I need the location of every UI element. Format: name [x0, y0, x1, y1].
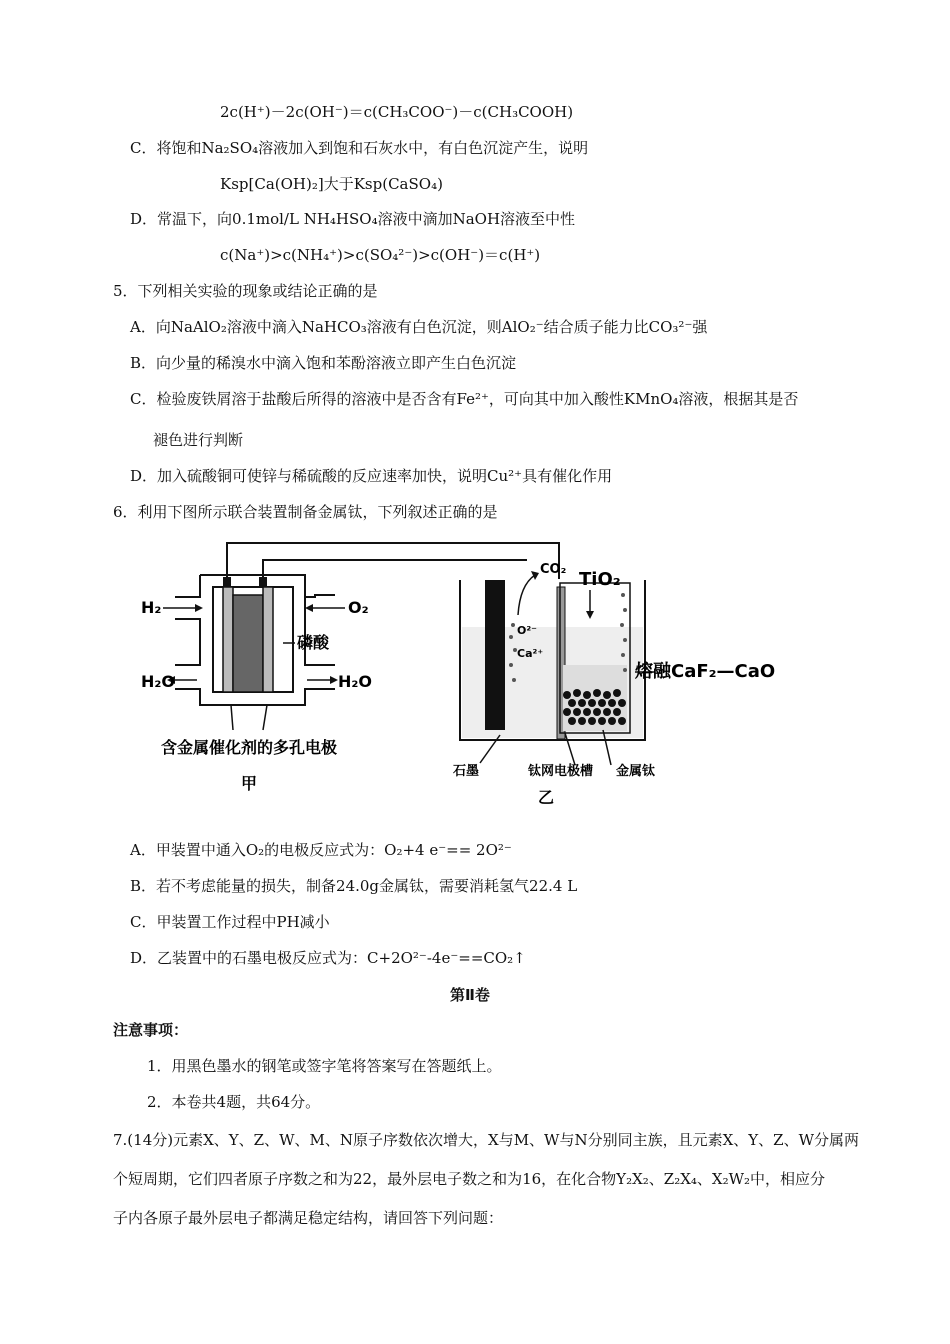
notice-heading: 注意事项： — [113, 1021, 189, 1039]
q6-option-b: B．若不考虑能量的损失，制备24.0g金属钛，需要消耗氢气22.4 L — [130, 877, 578, 895]
o2-inlet-label: O₂ — [348, 598, 369, 617]
notice-item-2: 2．本卷共4题，共64分。 — [147, 1093, 321, 1111]
q4-option-d-line1: D．常温下，向0.1mol/L NH₄HSO₄溶液中滴加NaOH溶液至中性 — [130, 210, 576, 228]
graphite-electrode — [485, 580, 505, 730]
h2o-outlet-left-label: H₂O — [141, 672, 175, 691]
q5-option-c-line2: 褪色进行判断 — [153, 431, 244, 449]
part2-title: 第Ⅱ卷 — [450, 986, 490, 1004]
h2o-outlet-right-label: H₂O — [338, 672, 372, 691]
porous-electrode-left — [223, 587, 233, 692]
q4-option-d-line2: c(Na⁺)>c(NH₄⁺)>c(SO₄²⁻)>c(OH⁻)＝c(H⁺) — [220, 246, 541, 264]
molten-salt-label: 熔融CaF₂—CaO — [635, 661, 776, 682]
notice-item-1: 1．用黑色墨水的钢笔或签字笔将答案写在答题纸上。 — [147, 1057, 502, 1075]
graphite-label: 石墨 — [453, 764, 480, 779]
q6-option-d: D．乙装置中的石墨电极反应式为：C+2O²⁻-4e⁻==CO₂↑ — [130, 949, 526, 967]
q7-line1: 7.(14分)元素X、Y、Z、W、M、N原子序数依次增大，X与M、W与N分别同主族，且元素X、Y、Z、W分属两 — [113, 1131, 860, 1149]
q4-option-c-line2: Ksp[Ca(OH)₂]大于Ksp(CaSO₄) — [220, 175, 443, 193]
electrolyte-region — [233, 595, 263, 692]
apparatus-diagram — [135, 535, 825, 815]
q6-stem: 6．利用下图所示联合装置制备金属钛，下列叙述正确的是 — [113, 503, 498, 521]
q4-b-continuation: 2c(H⁺)－2c(OH⁻)＝c(CH₃COO⁻)－c(CH₃COOH) — [220, 103, 574, 121]
q6-option-a: A．甲装置中通入O₂的电极反应式为：O₂+4 e⁻== 2O²⁻ — [130, 841, 512, 859]
phosphoric-acid-label: 磷酸 — [297, 633, 330, 652]
q5-option-b: B．向少量的稀溴水中滴入饱和苯酚溶液立即产生白色沉淀 — [130, 354, 517, 372]
h2-inlet-label: H₂ — [141, 598, 162, 617]
q5-stem: 5．下列相关实验的现象或结论正确的是 — [113, 282, 378, 300]
ti-metal-label: 金属钛 — [616, 764, 656, 779]
ti-mesh-label: 钛网电极槽 — [528, 764, 594, 779]
q4-option-c-line1: C．将饱和Na₂SO₄溶液加入到饱和石灰水中，有白色沉淀产生，说明 — [130, 139, 589, 157]
q7-line2: 个短周期，它们四者原子序数之和为22，最外层电子数之和为16，在化合物Y₂X₂、Z₂X₄、X₂W₂中，相应分 — [113, 1170, 826, 1188]
tio2-label: TiO₂ — [579, 569, 621, 590]
q5-option-c-line1: C．检验废铁屑溶于盐酸后所得的溶液中是否含有Fe²⁺，可向其中加入酸性KMnO₄溶液，根据其是否 — [130, 390, 799, 408]
calcium-ion-label: Ca²⁺ — [517, 647, 544, 660]
cell-b-label: 乙 — [538, 788, 555, 807]
porous-electrode-right — [263, 587, 273, 692]
cell-a-label: 甲 — [241, 774, 258, 793]
porous-electrode-label: 含金属催化剂的多孔电极 — [161, 738, 338, 757]
q5-option-d: D．加入硫酸铜可使锌与稀硫酸的反应速率加快，说明Cu²⁺具有催化作用 — [130, 467, 613, 485]
co2-label: CO₂ — [540, 562, 567, 577]
q6-option-c: C．甲装置工作过程中PH减小 — [130, 913, 330, 931]
oxide-ion-label: O²⁻ — [517, 624, 537, 637]
q7-line3: 子内各原子最外层电子都满足稳定结构，请回答下列问题： — [113, 1209, 504, 1227]
q5-option-a: A．向NaAlO₂溶液中滴入NaHCO₃溶液有白色沉淀，则AlO₂⁻结合质子能力比CO₃²⁻强 — [130, 318, 708, 336]
